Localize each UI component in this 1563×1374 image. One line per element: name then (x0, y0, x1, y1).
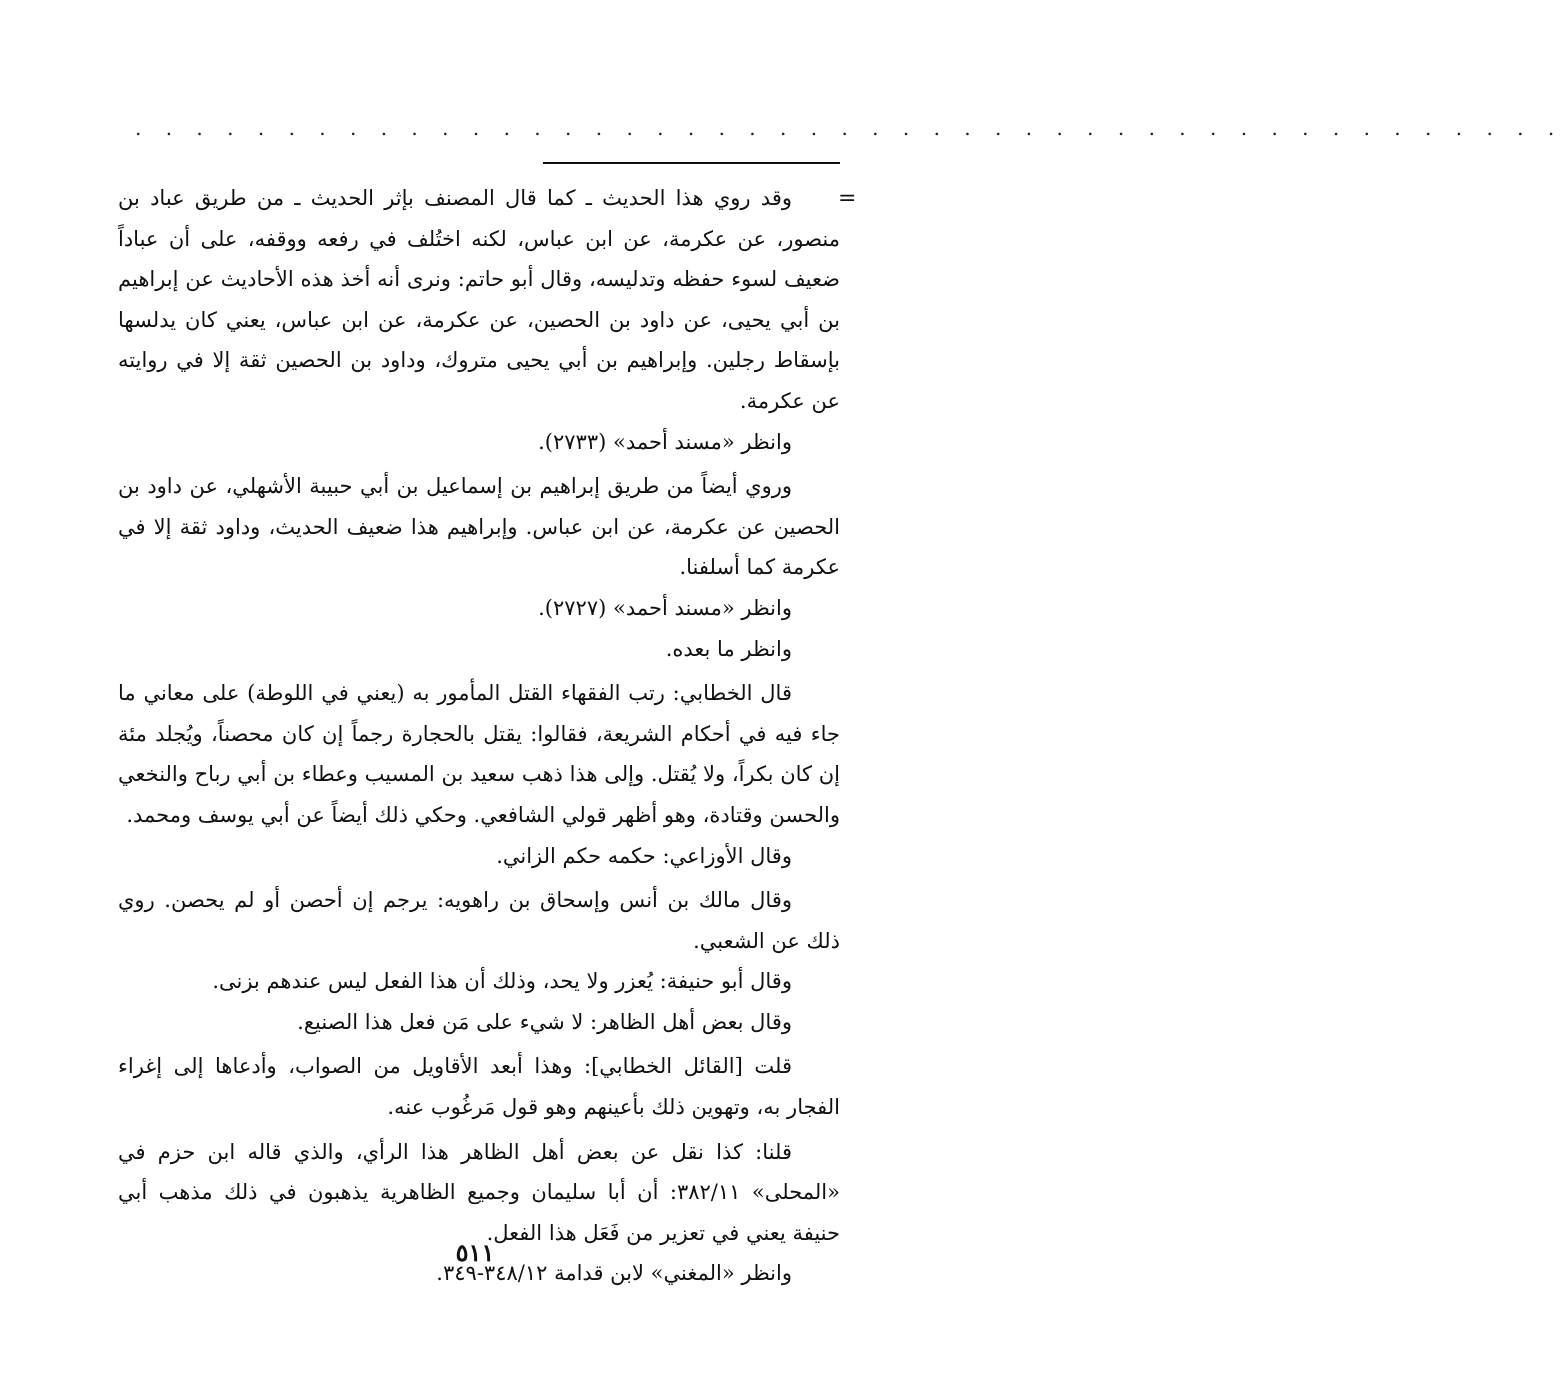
footnote-paragraph: قلت [القائل الخطابي]: وهذا أبعد الأقاويل من الصواب، وأدعاها إلى إغراء الفجار به، وتهوين ذلك بأعينهم وهو قول مَرغُوب عنه. (118, 1054, 840, 1120)
footnote-rule (543, 162, 840, 164)
footnote-continuation-mark: = (838, 186, 857, 211)
footnote-paragraph: وانظر «المغني» لابن قدامة ٣٤٨/١٢-٣٤٩. (436, 1261, 792, 1286)
footnote-paragraph: وانظر ما بعده. (665, 636, 792, 661)
footnote-paragraph: وقال الأوزاعي: حكمه حكم الزاني. (496, 843, 792, 868)
footnote-paragraph: قلنا: كذا نقل عن بعض أهل الظاهر هذا الرأي، والذي قاله ابن حزم في «المحلى» ٣٨٢/١١: أن أبا سليمان وجميع الظاهرية يذهبون في ذلك مذهب أبي حنيفة يعني في تعزير من فَعَل هذا الفعل. (118, 1139, 840, 1245)
footnote-paragraph: وقال مالك بن أنس وإسحاق بن راهويه: يرجم إن أحصن أو لم يحصن. روي ذلك عن الشعبي. (118, 888, 840, 953)
footnote-paragraph: قال الخطابي: رتب الفقهاء القتل المأمور به (يعني في اللوطة) على معاني ما جاء فيه في أحكام الشريعة، فقالوا: يقتل بالحجارة رجماً إن كان محصناً، ويُجلد مئة إن كان بكراً، ولا يُقتل. وإلى هذا ذهب سعيد بن المسيب وعطاء بن أبي رباح والنخعي والحسن وقتادة، وهو أظهر قولي الشافعي. وحكي ذلك أيضاً عن أبي يوسف ومحمد. (118, 681, 840, 827)
footnote-paragraph: وروي أيضاً من طريق إبراهيم بن إسماعيل بن أبي حبيبة الأشهلي، عن داود بن الحصين عن عكرمة، عن ابن عباس. وإبراهيم هذا ضعيف الحديث، وداود ثقة إلا في عكرمة كما أسلفنا. (118, 474, 840, 580)
footnote-paragraph: وقد روي هذا الحديث ـ كما قال المصنف بإثر الحديث ـ من طريق عباد بن منصور، عن عكرمة، عن ابن عباس، لكنه اختُلف في رفعه ووقفه، على أن عباداً ضعيف لسوء حفظه وتدليسه، وقال أبو حاتم: ونرى أنه أخذ هذه الأحاديث عن إبراهيم بن أبي يحيى، عن داود بن الحصين، عن عكرمة، عن ابن عباس، يعني كان يدلسها بإسقاط رجلين. وإبراهيم بن أبي يحيى متروك، وداود بن الحصين ثقة إلا في روايته عن عكرمة. (118, 186, 840, 413)
dotted-separator: . . . . . . . . . . . . . . . . . . . . . . . . . . . . . . . . . . . . . . . . . . . . . . . (135, 116, 1563, 140)
footnote-paragraph: وقال بعض أهل الظاهر: لا شيء على مَن فعل هذا الصنيع. (297, 1009, 792, 1034)
footnote-paragraph: وقال أبو حنيفة: يُعزر ولا يحد، وذلك أن هذا الفعل ليس عندهم بزنى. (212, 969, 792, 994)
footnote-body (118, 178, 840, 1294)
page-number: ٥١١ (455, 1238, 495, 1267)
footnote-paragraph: وانظر «مسند أحمد» (٢٧٢٧). (538, 595, 792, 620)
footnote-paragraph: وانظر «مسند أحمد» (٢٧٣٣). (538, 429, 792, 454)
